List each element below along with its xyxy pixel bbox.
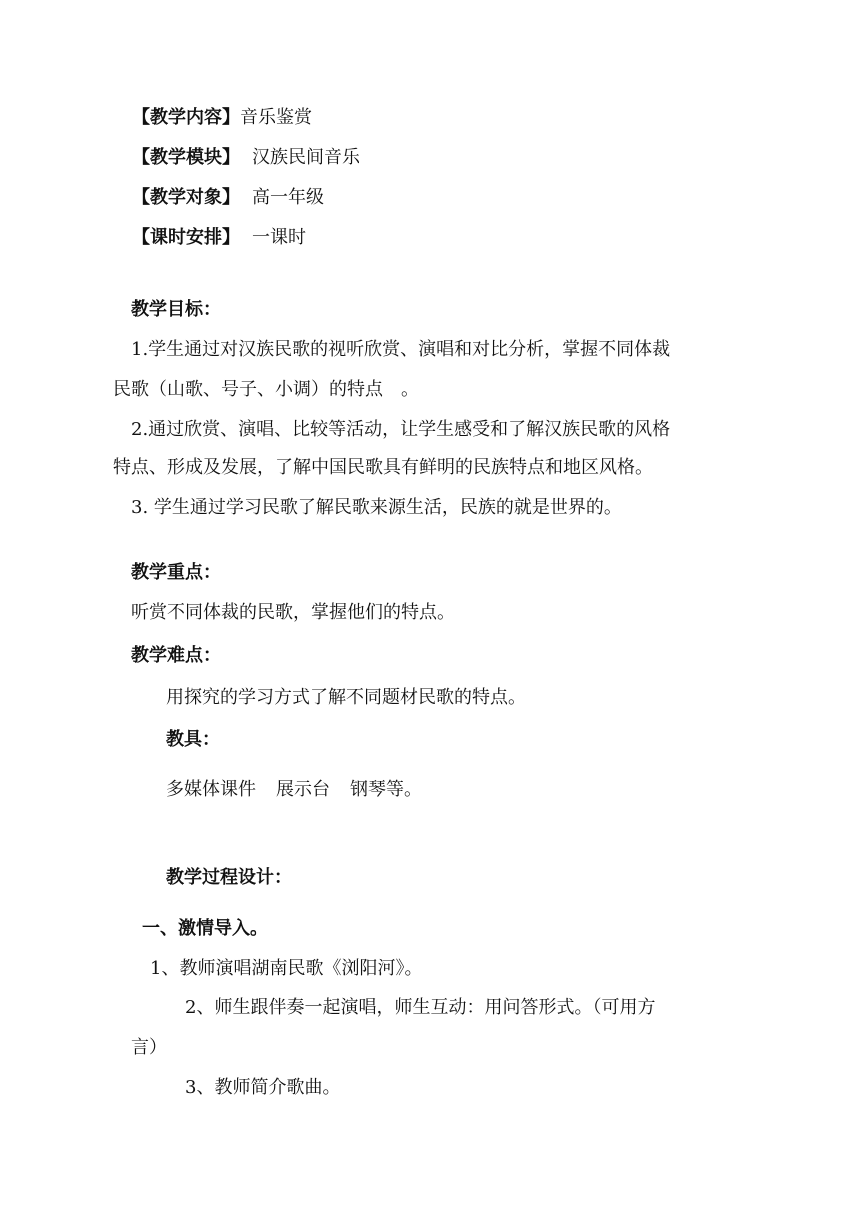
key-points-text: 听赏不同体裁的民歌，掌握他们的特点。 [131,602,455,623]
tool-item: 展示台 [276,779,330,800]
meta-row-module [132,146,360,170]
meta-value: 高一年级 [252,187,324,208]
objective-1-line-1: 1.学生通过对汉族民歌的视听欣赏、演唱和对比分析，掌握不同体裁 [131,339,671,360]
meta-row-audience [132,186,324,210]
objective-3: 3. 学生通过学习民歌了解民歌来源生活，民族的就是世界的。 [131,497,622,518]
difficulties-heading: 教学难点： [131,645,221,666]
meta-row-content [132,106,312,130]
objective-2-line-1: 2.通过欣赏、演唱、比较等活动，让学生感受和了解汉族民歌的风格 [131,419,671,440]
objective-1-line-2: 民歌（山歌、号子、小调）的特点 。 [113,379,419,400]
tool-item: 多媒体课件 [166,779,256,800]
objectives-heading: 教学目标： [131,299,221,320]
process-heading: 教学过程设计： [166,867,292,888]
meta-row-schedule [132,226,306,250]
tools-heading: 教具： [166,729,220,750]
objective-2-line-2: 特点、形成及发展，了解中国民歌具有鲜明的民族特点和地区风格。 [113,457,653,478]
meta-label: 【教学模块】 [132,147,240,168]
meta-label: 【课时安排】 [132,227,240,248]
meta-label: 【教学内容】 [132,107,240,128]
key-points-heading: 教学重点： [131,562,221,583]
meta-value: 音乐鉴赏 [240,107,312,128]
meta-label: 【教学对象】 [132,187,240,208]
difficulties-text: 用探究的学习方式了解不同题材民歌的特点。 [166,687,526,708]
step-1: 1、教师演唱湖南民歌《浏阳河》。 [150,958,423,979]
section-1-title: 一、激情导入。 [142,918,268,939]
step-3: 3、教师简介歌曲。 [185,1077,341,1098]
meta-value: 汉族民间音乐 [252,147,360,168]
tool-item: 钢琴等。 [350,779,422,800]
step-2-line-2: 言） [131,1037,167,1058]
step-2-line-1: 2、师生跟伴奏一起演唱，师生互动：用问答形式。（可用方 [185,997,656,1018]
meta-value: 一课时 [252,227,306,248]
tools-list [166,778,422,802]
